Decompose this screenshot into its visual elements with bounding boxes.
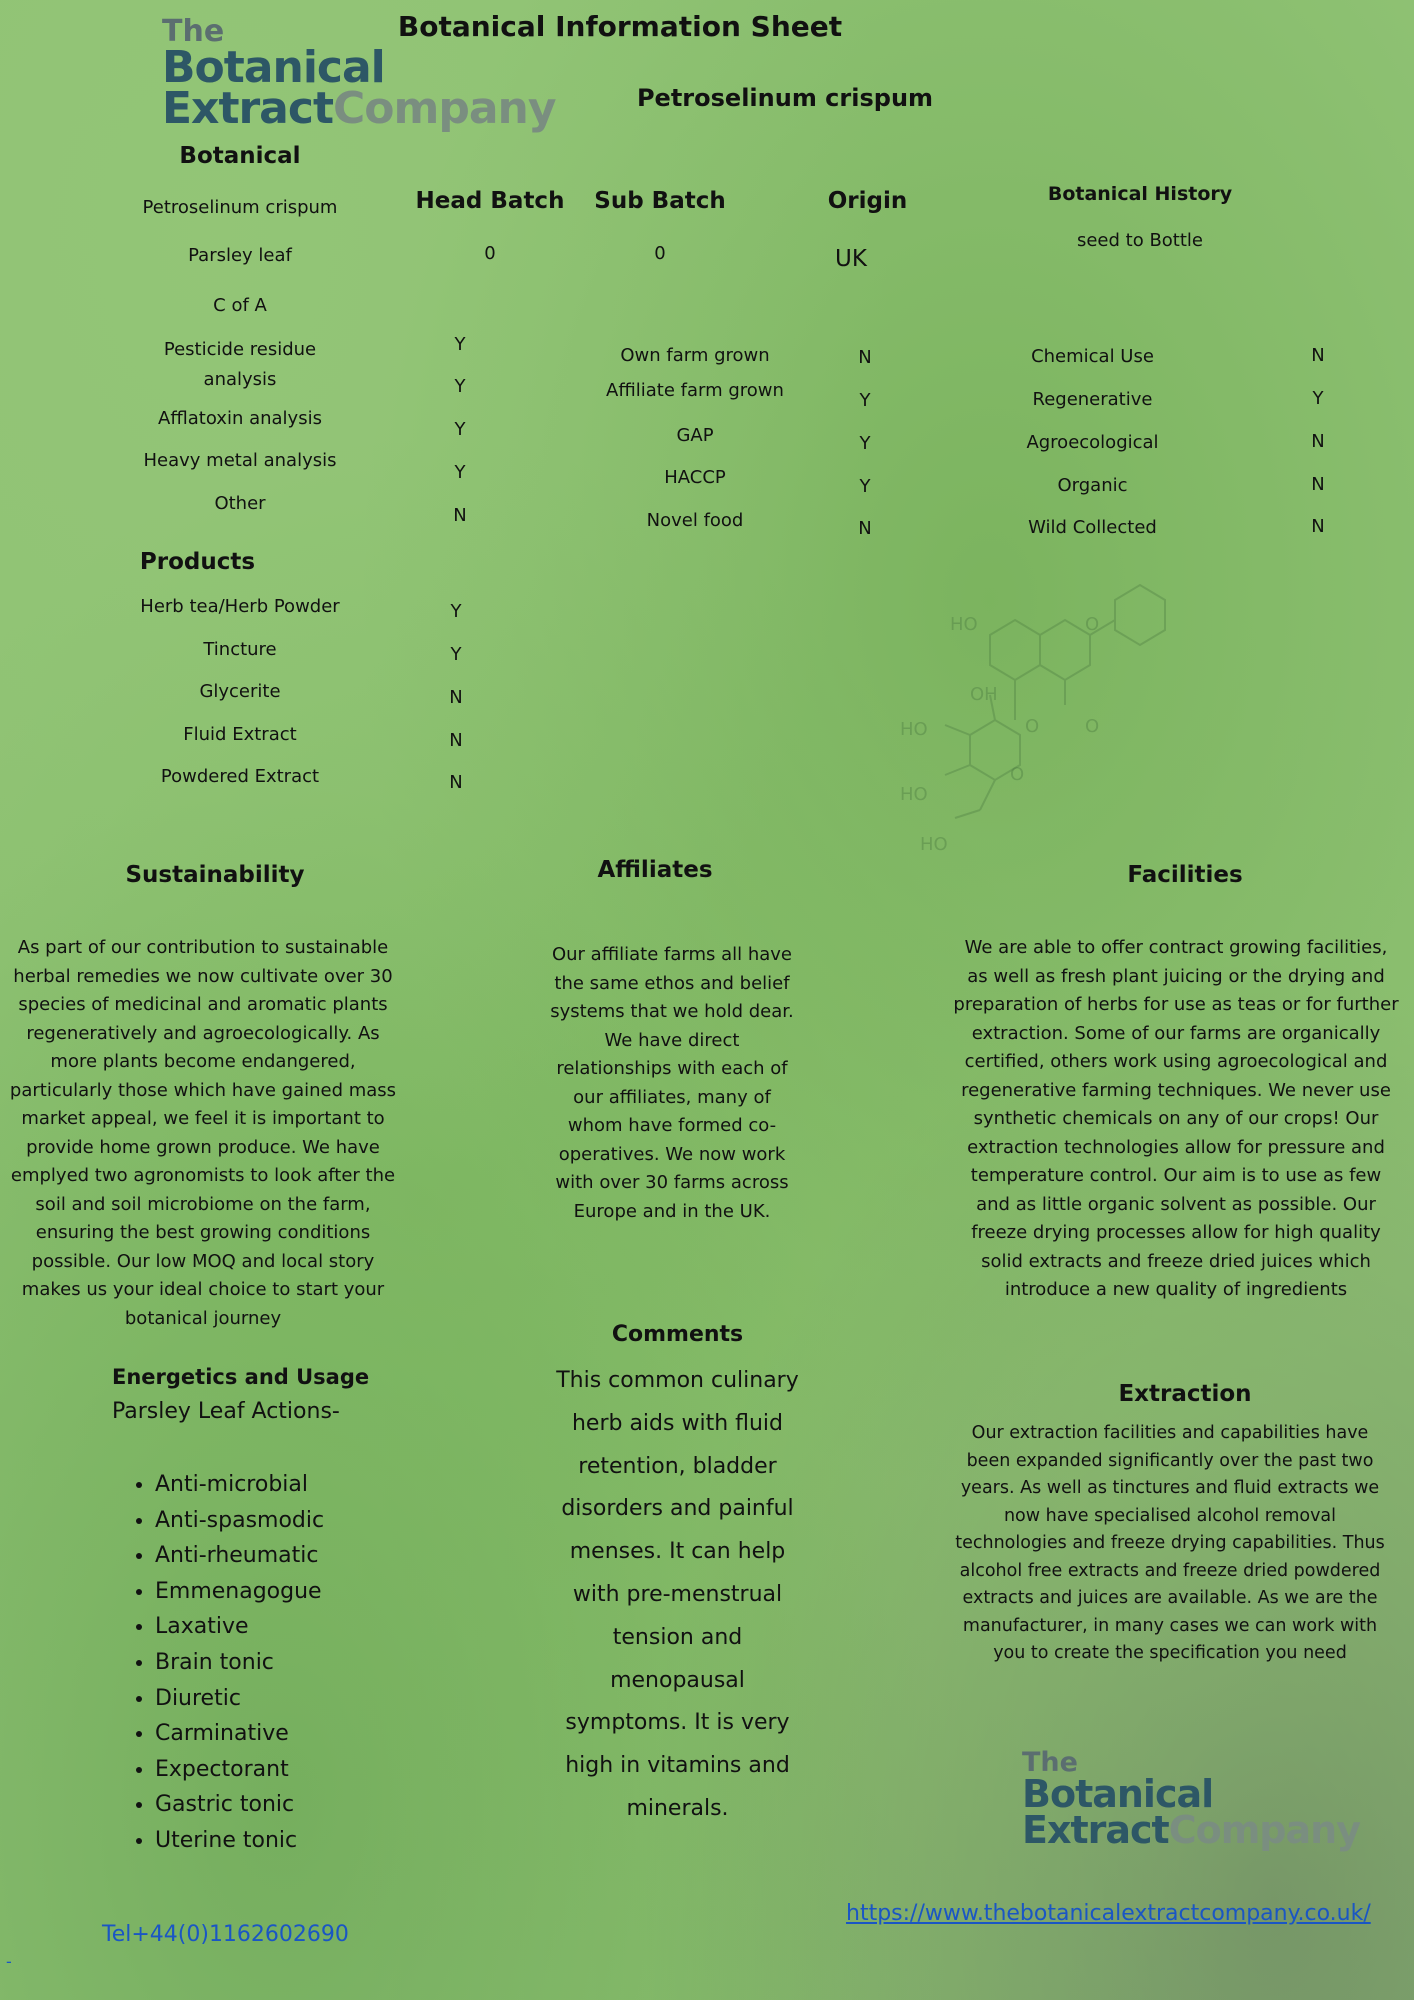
list-item: • Gastric tonic: [155, 1787, 324, 1823]
practice-label-chemical-use: Chemical Use: [1031, 346, 1154, 367]
logo-word-extract: Extract: [1022, 1807, 1169, 1852]
products-heading: Products: [139, 549, 256, 575]
comments-line: symptoms. It is very: [565, 1710, 790, 1736]
molecule-label: O: [1085, 614, 1100, 635]
molecule-label: O: [1085, 716, 1100, 737]
product-value: Y: [450, 601, 462, 622]
farm-label-gap: GAP: [676, 425, 714, 446]
comments-line: with pre-menstrual: [572, 1581, 783, 1607]
list-item: • Laxative: [155, 1609, 324, 1645]
list-item: • Emmenagogue: [155, 1574, 324, 1610]
comments-line: herb aids with fluid: [571, 1410, 784, 1436]
website-link[interactable]: https://www.thebotanicalextractcompany.co.uk/: [846, 1901, 1371, 1926]
botanical-heading: Botanical: [179, 143, 301, 169]
comments-line: retention, bladder: [578, 1453, 777, 1479]
practice-value: N: [1311, 345, 1325, 366]
coa-label-other: Other: [214, 493, 266, 514]
logo-line-extract-company: [1022, 1807, 1360, 1852]
practice-label-regenerative: Regenerative: [1032, 389, 1153, 410]
product-label-fluid-extract: Fluid Extract: [183, 724, 297, 745]
coa-value: Y: [454, 419, 466, 440]
affiliates-heading: Affiliates: [597, 857, 713, 883]
sub-batch-value: 0: [654, 243, 666, 264]
comments-line: menopausal: [610, 1667, 745, 1693]
practice-value: N: [1311, 431, 1325, 452]
product-value: N: [449, 687, 463, 708]
logo-word-company: Company: [332, 83, 556, 135]
molecule-label: O: [1025, 716, 1040, 737]
logo-word-company: Company: [1168, 1807, 1360, 1852]
botanical-latin-name: Petroselinum crispum: [142, 197, 338, 218]
molecule-label: HO: [920, 834, 948, 855]
comments-line: minerals.: [626, 1795, 729, 1821]
logo-line-the: The: [162, 14, 225, 49]
product-label-glycerite: Glycerite: [199, 681, 281, 702]
coa-label-afflatoxin: Afflatoxin analysis: [158, 408, 322, 429]
product-value: N: [449, 772, 463, 793]
farm-label-own: Own farm grown: [620, 345, 770, 366]
logo-line-extract-company: [162, 83, 556, 135]
comments-text: [540, 1360, 815, 1831]
affiliates-text: Our affiliate farms all have the same ethos and belief systems that we hold dear. We have direct relationships with each of our affiliates, many of whom have formed co-operatives. We now work with over 30 farms across Europe and in the UK.: [550, 944, 794, 1222]
comments-line: tension and: [612, 1624, 743, 1650]
company-logo-bottom: [1022, 1747, 1360, 1852]
farm-value: Y: [859, 476, 871, 497]
product-label-powdered-extract: Powdered Extract: [160, 766, 320, 787]
coa-heading: C of A: [213, 295, 267, 316]
head-batch-header: Head Batch: [415, 188, 565, 214]
botanical-history-header: Botanical History: [1047, 183, 1233, 205]
sustainability-text: As part of our contribution to sustainable herbal remedies we now cultivate over 30 species of medicinal and aromatic plants regeneratively and agroecologically. As more plants become endangered, particularly those which have gained mass market appeal, we feel it is important to provide home grown produce. We have emplyed two agronomists to look after the soil and soil microbiome on the farm, ensuring the best growing conditions possible. Our low MOQ and local story makes us your ideal choice to start your botanical journey: [9, 937, 397, 1329]
practice-value: N: [1311, 474, 1325, 495]
phone-number: Tel+44(0)1162602690: [102, 1922, 349, 1947]
product-value: N: [449, 730, 463, 751]
energetics-subheading: Parsley Leaf Actions-: [112, 1399, 340, 1424]
practice-label-organic: Organic: [1057, 475, 1128, 496]
list-item: • Carminative: [155, 1716, 324, 1752]
farm-value: Y: [859, 433, 871, 454]
list-item: • Anti-rheumatic: [155, 1538, 324, 1574]
list-item: • Brain tonic: [155, 1645, 324, 1681]
flavonoid-molecule-watermark: [900, 570, 1230, 870]
footer-dash: -: [6, 1952, 12, 1971]
sub-batch-header: Sub Batch: [594, 188, 726, 214]
logo-word-extract: Extract: [162, 83, 333, 135]
head-batch-value: 0: [484, 243, 496, 264]
actions-list: [112, 1467, 324, 1859]
product-value: Y: [450, 644, 462, 665]
company-logo-top: [162, 14, 556, 135]
comments-heading: Comments: [611, 1322, 744, 1347]
list-item: • Anti-spasmodic: [155, 1503, 324, 1539]
species-name: Petroselinum crispum: [636, 84, 934, 112]
coa-value: Y: [454, 376, 466, 397]
page-title: Botanical Information Sheet: [397, 10, 843, 43]
practice-label-agroecological: Agroecological: [1026, 432, 1159, 453]
product-label-tincture: Tincture: [203, 639, 277, 660]
coa-label-heavy-metal: Heavy metal analysis: [143, 450, 337, 471]
molecule-label: HO: [900, 719, 928, 740]
farm-value: N: [858, 518, 872, 539]
energetics-heading: Energetics and Usage: [112, 1365, 370, 1389]
molecule-label: HO: [900, 784, 928, 805]
list-item: • Diuretic: [155, 1681, 324, 1717]
comments-line: This common culinary: [556, 1368, 799, 1393]
comments-line: high in vitamins and: [565, 1753, 790, 1779]
coa-value: N: [453, 505, 467, 526]
coa-label-pesticide: Pesticide residue analysis: [163, 339, 317, 390]
facilities-heading: Facilities: [1127, 862, 1243, 888]
botanical-common-name: Parsley leaf: [188, 245, 292, 266]
logo-line-botanical: Botanical: [1022, 1771, 1214, 1816]
logo-line-botanical: Botanical: [162, 41, 385, 93]
product-label-herb-tea: Herb tea/Herb Powder: [140, 596, 340, 617]
molecule-label: O: [1010, 764, 1025, 785]
facilities-text: We are able to offer contract growing facilities, as well as fresh plant juicing or the drying and preparation of herbs for use as teas or for further extraction. Some of our farms are organically certified, others work using agroecological and regenerative farming techniques. We never use synthetic chemicals on any of our crops! Our extraction technologies allow for pressure and temperature control. Our aim is to use as few and as little organic solvent as possible. Our freeze drying processes allow for high quality solid extracts and freeze dried juices which introduce a new quality of ingredients: [953, 937, 1399, 1300]
farm-value: Y: [859, 390, 871, 411]
list-item: • Anti-microbial: [155, 1467, 324, 1503]
origin-header: Origin: [827, 188, 908, 214]
sustainability-heading: Sustainability: [125, 862, 305, 888]
list-item: • Expectorant: [155, 1752, 324, 1788]
farm-label-haccp: HACCP: [664, 467, 726, 488]
practice-label-wild-collected: Wild Collected: [1028, 517, 1157, 538]
molecule-label: HO: [950, 614, 978, 635]
list-item: • Uterine tonic: [155, 1823, 324, 1859]
coa-value: Y: [454, 334, 466, 355]
farm-label-novel-food: Novel food: [646, 510, 744, 531]
molecule-label: OH: [970, 684, 998, 705]
origin-value: UK: [835, 246, 867, 272]
logo-line-the: The: [1022, 1747, 1078, 1778]
comments-line: disorders and painful: [561, 1496, 794, 1522]
coa-value: Y: [454, 462, 466, 483]
extraction-text: Our extraction facilities and capabilities have been expanded significantly over the past two years. As well as tinctures and fluid extracts we now have specialised alcohol removal technologies and freeze drying capabilities. Thus alcohol free extracts and freeze dried powdered extracts and juices are available. As we are the manufacturer, in many cases we can work with you to create the specification you need: [955, 1423, 1385, 1663]
botanical-history-value: seed to Bottle: [1076, 230, 1204, 251]
farm-label-affiliate: Affiliate farm grown: [606, 380, 784, 401]
practice-value: Y: [1312, 388, 1324, 409]
farm-value: N: [858, 347, 872, 368]
comments-line: menses. It can help: [569, 1539, 786, 1565]
extraction-heading: Extraction: [1118, 1381, 1252, 1407]
practice-value: N: [1311, 516, 1325, 537]
